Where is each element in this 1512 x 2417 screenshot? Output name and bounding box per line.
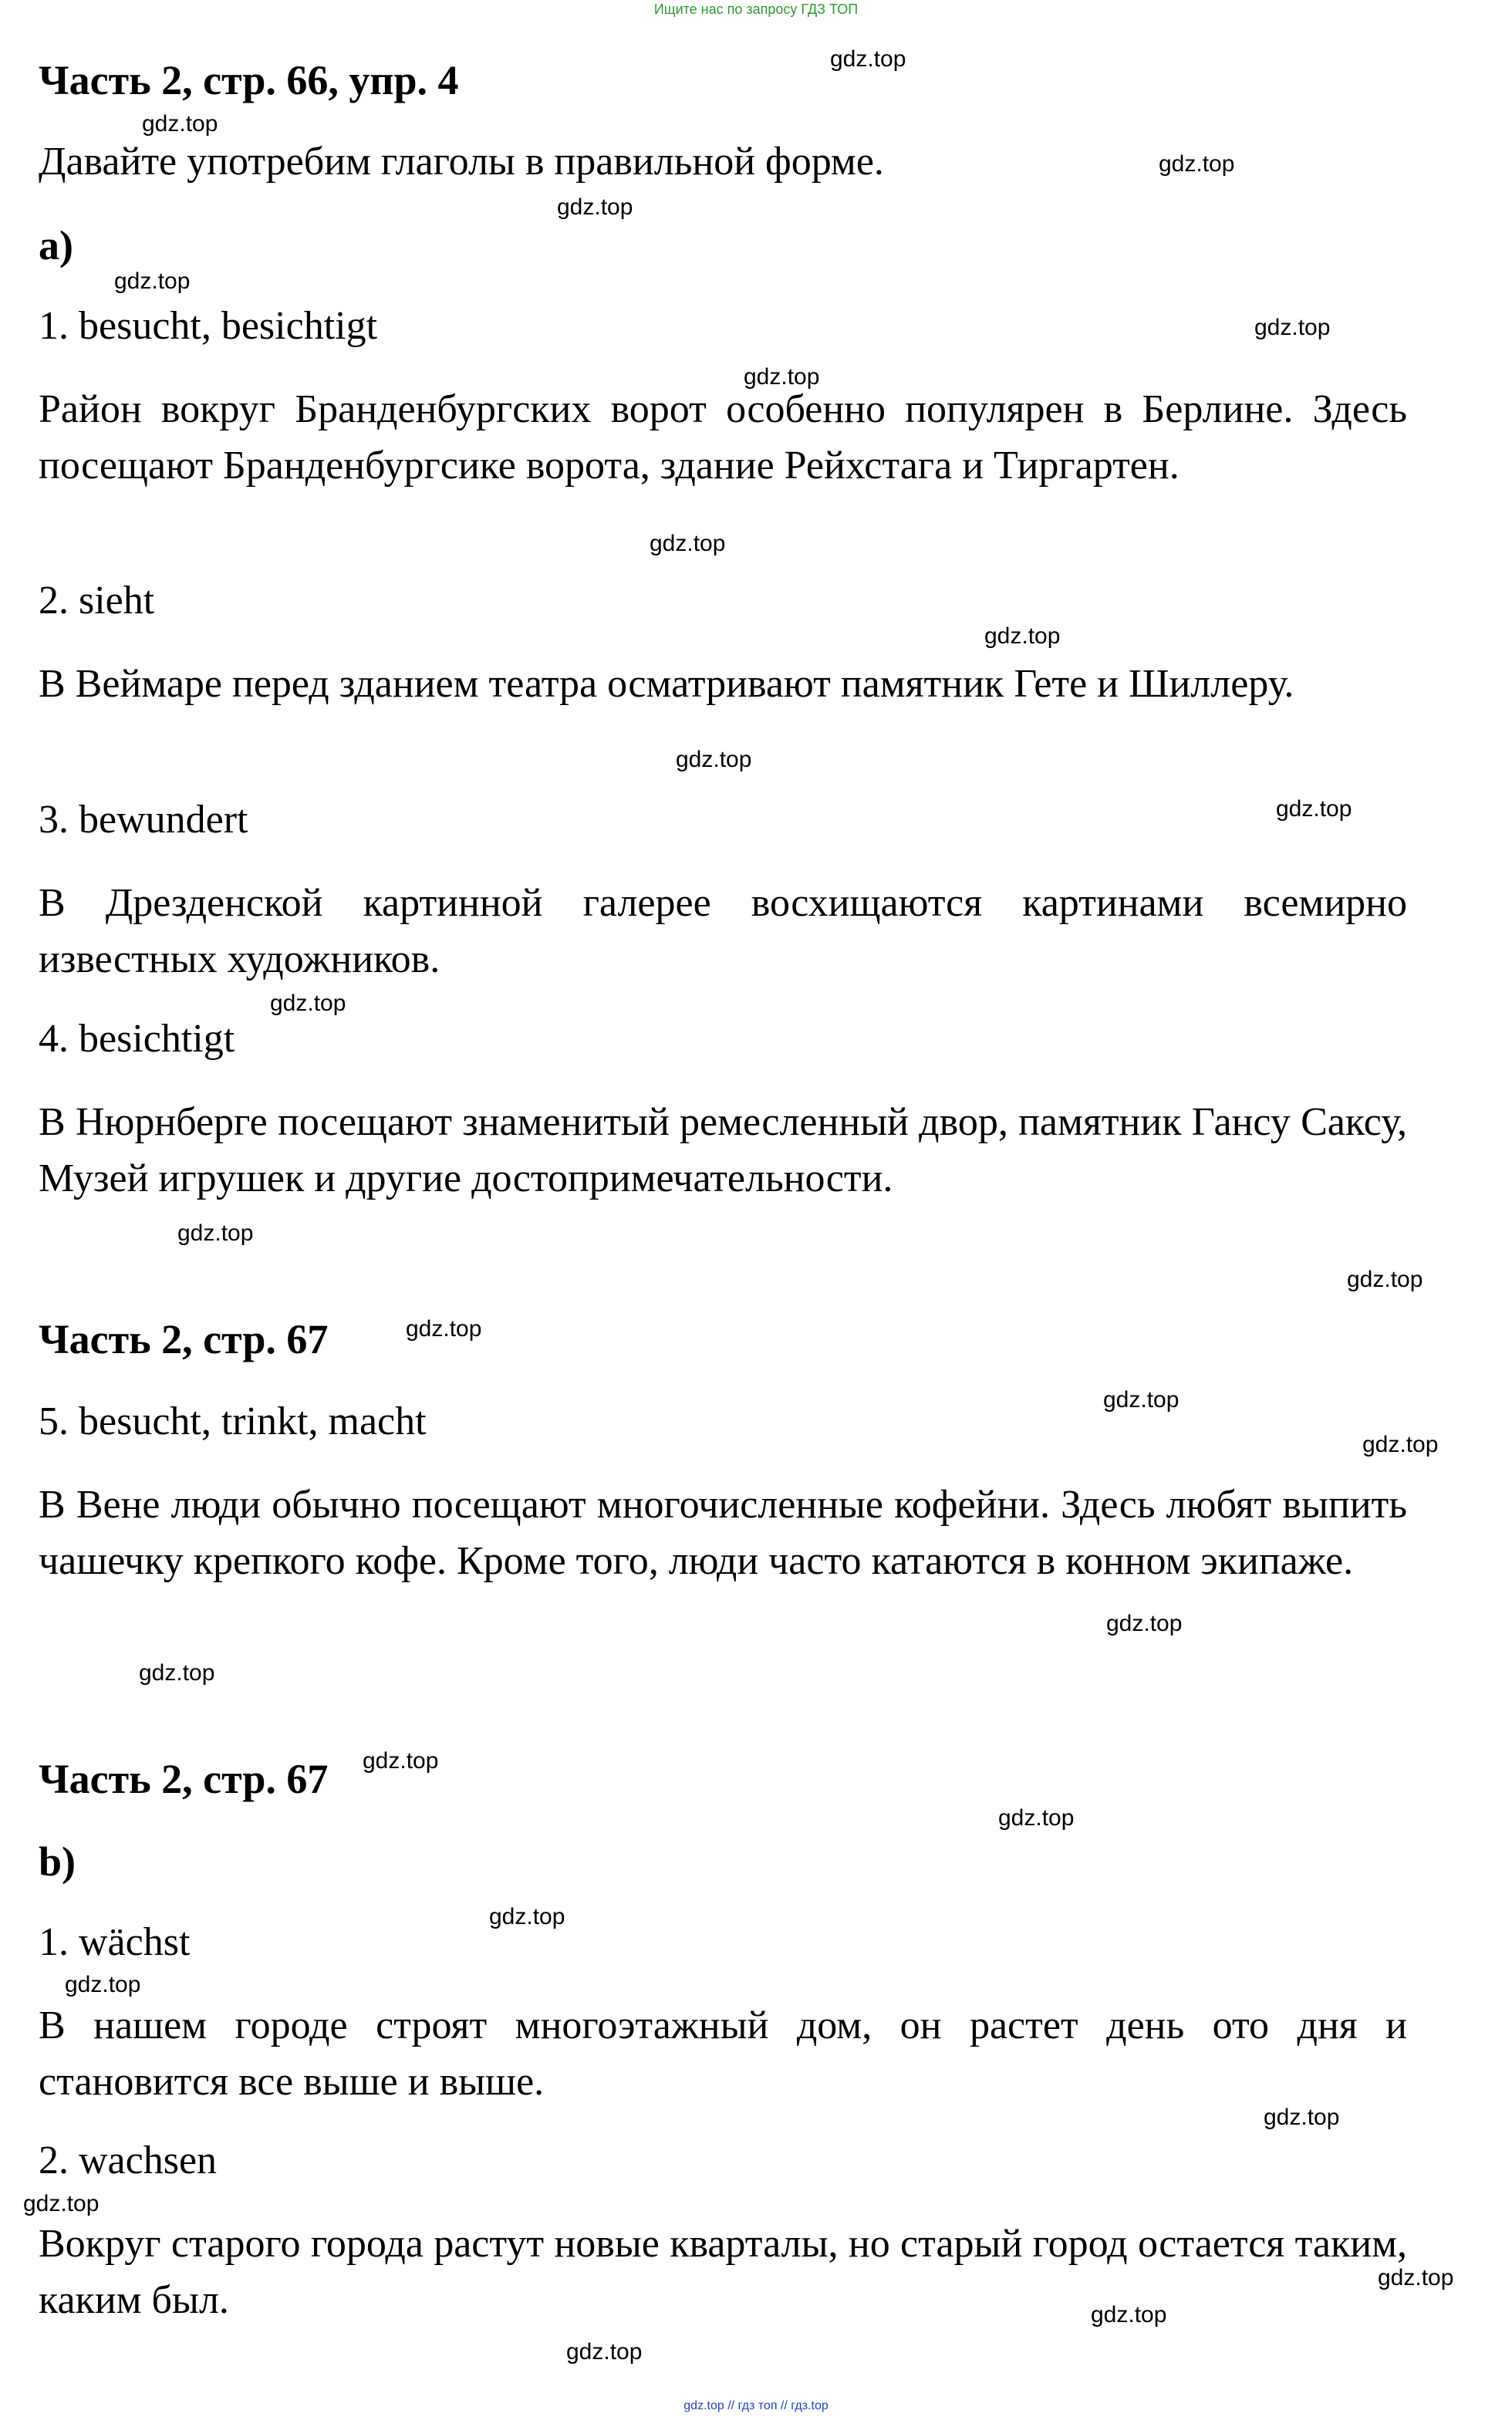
item-label: 2. wachsen <box>39 2139 218 2182</box>
item-text: Район вокруг Бранденбургских ворот особенно популярен в Берлине. Здесь посещают Бранденбургсике ворота, здание Рейхстага и Тиргартен. <box>39 387 1407 488</box>
section3-part-label: b) <box>39 1838 76 1885</box>
watermark: gdz.top <box>566 2339 643 2365</box>
item-label: 5. besucht, trinkt, macht <box>39 1399 427 1443</box>
watermark: gdz.top <box>406 1316 482 1342</box>
watermark: gdz.top <box>984 623 1061 649</box>
item-text: В Дрезденской картинной галерее восхищаются картинами всемирно известных художников. <box>39 881 1407 981</box>
item-label: 4. besichtigt <box>39 1017 235 1061</box>
watermark: gdz.top <box>23 2191 100 2216</box>
item-label: 1. besucht, besichtigt <box>39 304 378 348</box>
top-note: Ищите нас по запросу ГДЗ ТОП <box>653 2 859 17</box>
watermark: gdz.top <box>489 1904 565 1929</box>
section1-heading: Часть 2, стр. 66, упр. 4 <box>39 57 459 103</box>
watermark: gdz.top <box>114 268 191 294</box>
watermark: gdz.top <box>177 1220 254 1246</box>
watermark: gdz.top <box>270 991 346 1016</box>
watermark: gdz.top <box>650 531 726 556</box>
watermark: gdz.top <box>1159 151 1235 177</box>
watermark: gdz.top <box>1103 1387 1180 1413</box>
watermark: gdz.top <box>830 46 906 72</box>
watermark: gdz.top <box>744 364 820 390</box>
watermark: gdz.top <box>1264 2105 1340 2130</box>
section3-heading: Часть 2, стр. 67 <box>39 1756 329 1802</box>
watermark: gdz.top <box>998 1805 1075 1831</box>
watermark: gdz.top <box>1362 1432 1439 1457</box>
item-text: В нашем городе строят многоэтажный дом, он растет день ото дня и становится все выше и выше. <box>39 2003 1407 2104</box>
bottom-note: gdz.top // гдз топ // гдз.top <box>683 2399 829 2412</box>
watermark: gdz.top <box>65 1972 141 1997</box>
section2-heading: Часть 2, стр. 67 <box>39 1316 329 1362</box>
watermark: gdz.top <box>557 194 633 220</box>
item-label: 2. sieht <box>39 579 155 623</box>
watermark: gdz.top <box>1254 315 1331 340</box>
watermark: gdz.top <box>1091 2302 1167 2328</box>
watermark: gdz.top <box>1347 1267 1423 1292</box>
item-label: 3. bewundert <box>39 798 248 842</box>
watermark: gdz.top <box>676 747 752 772</box>
item-label: 1. wächst <box>39 1920 191 1964</box>
watermark: gdz.top <box>1106 1611 1183 1636</box>
watermark: gdz.top <box>1276 796 1352 822</box>
item-text: Вокруг старого города растут новые кварталы, но старый город остается таким, каким был. <box>39 2222 1407 2322</box>
watermark: gdz.top <box>139 1660 215 1686</box>
section1-part-label: a) <box>39 222 73 268</box>
item-text: В Нюрнберге посещают знаменитый ремесленный двор, памятник Гансу Саксу, Музей игрушек и другие достопримечательности. <box>39 1100 1407 1200</box>
section1-instruction: Давайте употребим глаголы в правильной форме. <box>39 140 884 184</box>
watermark: gdz.top <box>142 111 218 137</box>
watermark: gdz.top <box>1378 2265 1454 2290</box>
watermark: gdz.top <box>363 1748 439 1774</box>
item-text: В Веймаре перед зданием театра осматривают памятник Гете и Шиллеру. <box>39 662 1294 706</box>
item-text: В Вене люди обычно посещают многочисленные кофейни. Здесь любят выпить чашечку крепкого кофе. Кроме того, люди часто катаются в конном экипаже. <box>39 1483 1407 1583</box>
